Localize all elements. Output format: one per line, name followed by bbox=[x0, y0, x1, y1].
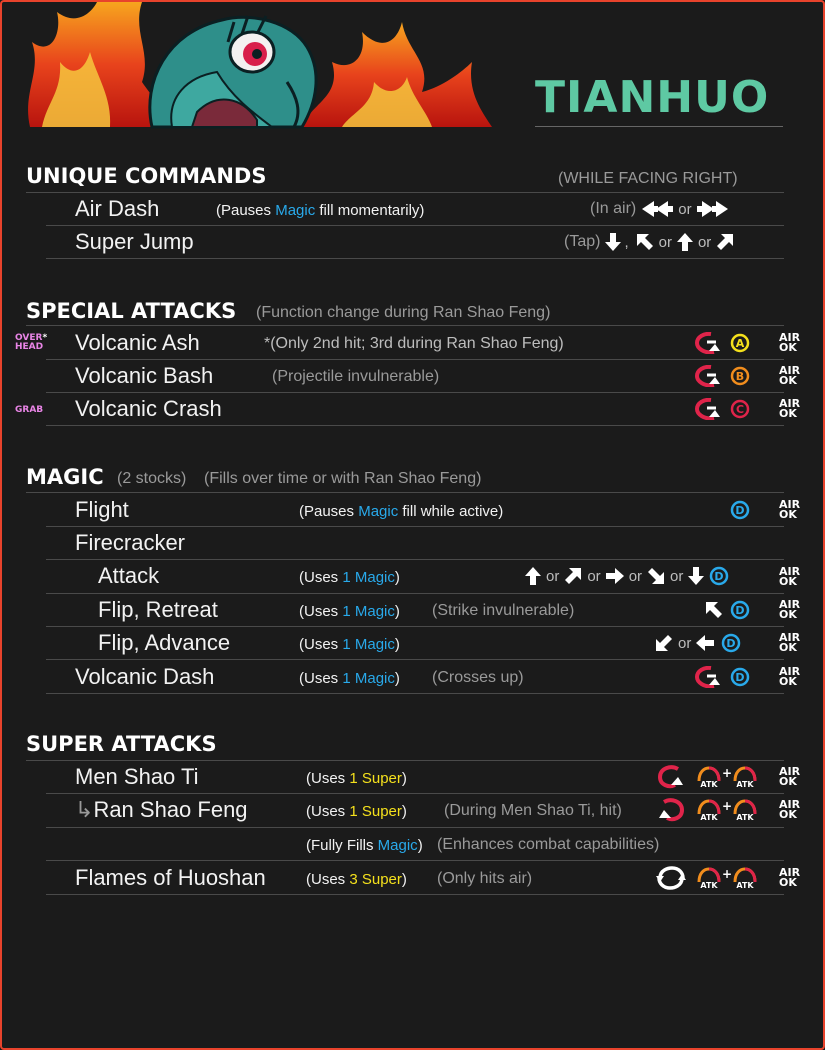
facing-right-note: (WHILE FACING RIGHT) bbox=[558, 170, 738, 187]
move-row-men-shao-ti bbox=[46, 760, 779, 793]
move-note: (Strike invulnerable) bbox=[432, 602, 575, 619]
double-left-arrow-icon bbox=[640, 199, 674, 219]
character-portrait-art bbox=[2, 2, 562, 132]
up-left-arrow-icon bbox=[635, 232, 655, 252]
magic-cost: (Uses 1 Magic) bbox=[299, 636, 400, 653]
move-row-firecracker-attack bbox=[46, 559, 779, 592]
up-right-arrow-icon bbox=[715, 232, 735, 252]
half-circle-forward-icon bbox=[694, 332, 724, 354]
move-name: Flames of Huoshan bbox=[75, 865, 266, 890]
button-d-icon bbox=[730, 600, 750, 620]
button-d-icon bbox=[730, 667, 750, 687]
button-d-icon bbox=[721, 633, 741, 653]
plus-sign: + bbox=[722, 766, 733, 780]
atk-button-icon bbox=[732, 798, 758, 822]
super-attacks-heading: SUPER ATTACKS bbox=[26, 732, 217, 756]
move-name: Firecracker bbox=[75, 530, 186, 555]
button-c-icon bbox=[730, 399, 750, 419]
move-name: Flip, Retreat bbox=[98, 597, 218, 622]
svg-text:ATK: ATK bbox=[736, 780, 754, 789]
move-note: (Crosses up) bbox=[432, 669, 524, 686]
volcanic-ash-input bbox=[694, 332, 750, 354]
air-ok-badge: AIR OK bbox=[779, 631, 801, 654]
button-d-icon bbox=[730, 500, 750, 520]
svg-text:ATK: ATK bbox=[700, 780, 718, 789]
air-ok-badge: AIR OK bbox=[779, 364, 801, 387]
atk-button-icon bbox=[696, 798, 722, 822]
move-row-volcanic-crash bbox=[15, 392, 779, 425]
half-circle-forward-icon bbox=[694, 398, 724, 420]
overhead-tag: OVER* HEAD bbox=[15, 333, 48, 352]
atk-button-icon bbox=[732, 866, 758, 890]
svg-text:ATK: ATK bbox=[700, 881, 718, 890]
atk-button-icon bbox=[696, 765, 722, 789]
air-ok-badge: AIR OK bbox=[779, 331, 801, 354]
svg-text:B: B bbox=[735, 370, 745, 383]
super-cost: (Uses 3 Super) bbox=[306, 871, 407, 888]
move-name: Super Jump bbox=[75, 229, 194, 254]
double-right-arrow-icon bbox=[696, 199, 730, 219]
move-name: Flight bbox=[75, 497, 129, 522]
row-divider bbox=[46, 693, 784, 694]
left-arrow-icon bbox=[695, 634, 715, 652]
magic-heading: MAGIC bbox=[26, 465, 104, 489]
half-circle-forward-icon bbox=[694, 666, 724, 688]
volcanic-dash-input bbox=[694, 666, 750, 688]
row-divider bbox=[46, 894, 784, 895]
magic-stocks-note: (2 stocks) bbox=[117, 470, 187, 487]
move-name: Flip, Advance bbox=[98, 630, 231, 655]
atk-button-icon bbox=[732, 765, 758, 789]
button-d-icon bbox=[709, 566, 729, 586]
men-shao-ti-input bbox=[656, 766, 758, 788]
svg-text:A: A bbox=[735, 337, 745, 350]
move-note: *(Only 2nd hit; 3rd during Ran Shao Feng) bbox=[264, 335, 564, 352]
air-ok-badge: AIR OK bbox=[779, 866, 801, 889]
move-name: Volcanic Ash bbox=[75, 330, 200, 355]
magic-cost: (Uses 1 Magic) bbox=[299, 603, 400, 620]
move-row-volcanic-bash bbox=[46, 359, 779, 392]
magic-fill-note: (Fills over time or with Ran Shao Feng) bbox=[204, 470, 482, 487]
move-note: (Enhances combat capabilities) bbox=[437, 836, 660, 853]
volcanic-crash-input bbox=[694, 398, 750, 420]
grab-tag: GRAB bbox=[15, 405, 44, 415]
svg-text:D: D bbox=[726, 637, 736, 650]
volcanic-bash-input bbox=[694, 365, 750, 387]
title-divider bbox=[535, 126, 783, 127]
air-ok-badge: AIR OK bbox=[779, 498, 801, 521]
button-b-icon bbox=[730, 366, 750, 386]
full-circle-back-icon bbox=[656, 798, 686, 822]
flames-of-huoshan-input bbox=[656, 867, 758, 889]
super-cost: (Uses 1 Super) bbox=[306, 770, 407, 787]
move-name: Men Shao Ti bbox=[75, 764, 199, 789]
move-name: Air Dash bbox=[75, 196, 160, 221]
up-right-arrow-icon bbox=[563, 566, 583, 586]
plus-sign: + bbox=[722, 867, 733, 881]
svg-text:D: D bbox=[714, 570, 724, 583]
flight-input bbox=[730, 499, 750, 521]
row-ran-shao-feng-effect bbox=[46, 827, 779, 860]
right-arrow-icon bbox=[605, 567, 625, 585]
super-cost: (Uses 1 Super) bbox=[306, 803, 407, 820]
plus-sign: + bbox=[722, 799, 733, 813]
move-row-flames-of-huoshan bbox=[46, 861, 779, 894]
air-dash-input: (In air) or bbox=[590, 198, 730, 220]
unique-commands-heading: UNIQUE COMMANDS bbox=[26, 164, 267, 188]
row-divider bbox=[46, 425, 784, 426]
move-row-ran-shao-feng bbox=[46, 793, 779, 826]
double-circle-icon bbox=[656, 866, 686, 890]
down-left-arrow-icon bbox=[654, 633, 674, 653]
atk-button-icon bbox=[696, 866, 722, 890]
firecracker-attack-input: or or or or D bbox=[524, 565, 729, 587]
air-ok-badge: AIR OK bbox=[779, 598, 801, 621]
move-name: Volcanic Bash bbox=[75, 363, 214, 388]
half-circle-forward-icon bbox=[694, 365, 724, 387]
row-divider bbox=[46, 258, 784, 259]
svg-text:ATK: ATK bbox=[700, 813, 718, 822]
magic-fill-effect: (Fully Fills Magic) bbox=[306, 837, 423, 854]
move-row-flip-retreat bbox=[46, 593, 779, 626]
move-note: (Pauses Magic fill while active) bbox=[299, 503, 504, 520]
flip-advance-input: or D bbox=[654, 632, 741, 654]
svg-text:ATK: ATK bbox=[736, 813, 754, 822]
super-jump-input: (Tap) , or or bbox=[564, 231, 735, 253]
move-name: ↳Ran Shao Feng bbox=[75, 797, 248, 822]
air-ok-badge: AIR OK bbox=[779, 798, 801, 821]
svg-text:D: D bbox=[735, 604, 745, 617]
air-ok-badge: AIR OK bbox=[779, 565, 801, 588]
full-circle-forward-icon bbox=[656, 765, 686, 789]
special-attacks-heading: SPECIAL ATTACKS bbox=[26, 299, 237, 323]
up-arrow-icon bbox=[676, 232, 694, 252]
up-arrow-icon bbox=[524, 566, 542, 586]
move-name: Attack bbox=[98, 563, 160, 588]
move-name: Volcanic Crash bbox=[75, 396, 222, 421]
air-ok-badge: AIR OK bbox=[779, 665, 801, 688]
air-ok-badge: AIR OK bbox=[779, 765, 801, 788]
down-arrow-icon bbox=[687, 566, 705, 586]
move-row-flight bbox=[46, 493, 779, 526]
ran-shao-feng-input bbox=[656, 799, 758, 821]
air-ok-badge: AIR OK bbox=[779, 397, 801, 420]
move-row-volcanic-ash bbox=[15, 326, 779, 359]
move-row-volcanic-dash bbox=[46, 660, 779, 693]
down-arrow-icon bbox=[604, 232, 622, 252]
move-row-flip-advance bbox=[46, 626, 779, 659]
move-row-super-jump bbox=[46, 225, 779, 258]
move-note: (Only hits air) bbox=[437, 870, 533, 887]
svg-text:D: D bbox=[735, 671, 745, 684]
move-note: (Projectile invulnerable) bbox=[272, 368, 440, 385]
svg-text:D: D bbox=[735, 504, 745, 517]
move-note: (Pauses Magic fill momentarily) bbox=[216, 202, 425, 219]
character-name-title: TIANHUO bbox=[535, 72, 770, 123]
down-right-arrow-icon bbox=[646, 566, 666, 586]
button-a-icon bbox=[730, 333, 750, 353]
svg-text:C: C bbox=[735, 403, 745, 416]
move-row-firecracker bbox=[46, 526, 779, 559]
svg-text:ATK: ATK bbox=[736, 881, 754, 890]
up-left-arrow-icon bbox=[704, 600, 724, 620]
magic-cost: (Uses 1 Magic) bbox=[299, 670, 400, 687]
move-row-air-dash bbox=[46, 192, 779, 225]
special-attacks-note: (Function change during Ran Shao Feng) bbox=[256, 304, 551, 321]
move-name: Volcanic Dash bbox=[75, 664, 215, 689]
flip-retreat-input bbox=[704, 599, 750, 621]
move-note: (During Men Shao Ti, hit) bbox=[444, 802, 622, 819]
magic-cost: (Uses 1 Magic) bbox=[299, 569, 400, 586]
